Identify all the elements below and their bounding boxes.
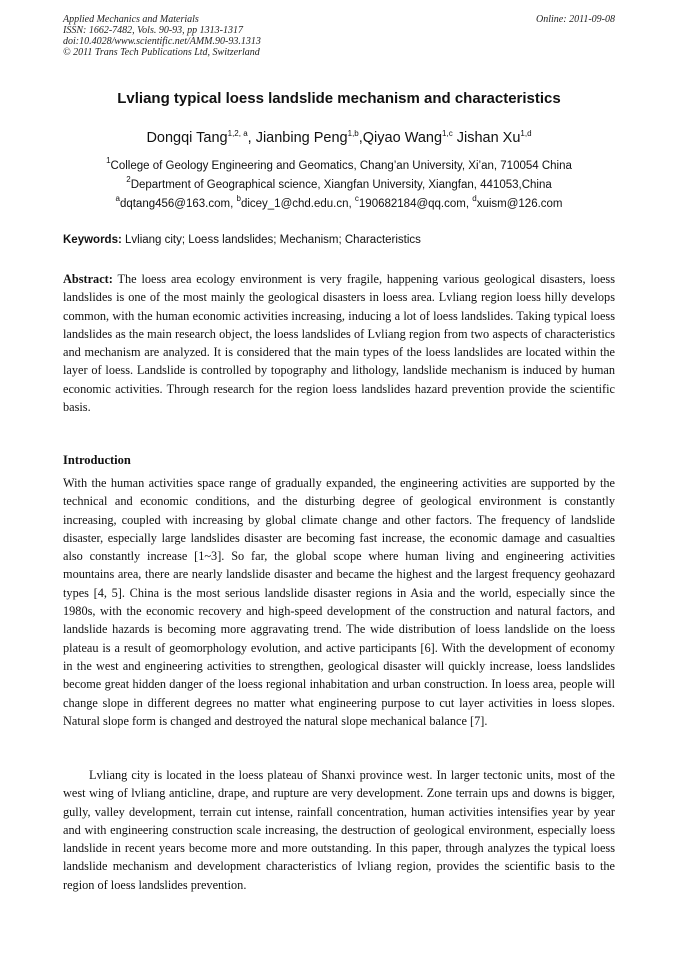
- doi-line[interactable]: doi:10.4028/www.scientific.net/AMM.90-93.1313: [63, 36, 261, 47]
- journal-name: Applied Mechanics and Materials: [63, 14, 199, 25]
- email-sep: ,: [348, 198, 355, 210]
- author-name: Dongqi Tang: [146, 130, 228, 146]
- section-heading-introduction: Introduction: [63, 453, 131, 467]
- affiliation-text: College of Geology Engineering and Geomatics, Chang’an University, Xi’an, 710054 China: [110, 160, 572, 172]
- online-date: Online: 2011-09-08: [536, 14, 615, 25]
- author-sup: 1,2, a: [227, 129, 248, 138]
- paper-title: Lvliang typical loess landslide mechanism and characteristics: [117, 90, 561, 107]
- author-name: Jishan Xu: [456, 130, 521, 146]
- author-sup: 1,c: [442, 129, 453, 138]
- author-list: [0, 130, 678, 146]
- email-sup: b: [236, 194, 241, 203]
- email-link[interactable]: xuism@126.com: [476, 198, 563, 210]
- author-sup: 1,b: [347, 129, 359, 138]
- affiliation-2: [0, 175, 678, 191]
- copyright-line: © 2011 Trans Tech Publications Ltd, Switzerland: [63, 47, 260, 58]
- intro-paragraph-2: Lvliang city is located in the loess plateau of Shanxi province west. In larger tectonic units, most of the west wing of lvliang anticline, drape, and rupture are very development. Zone terrain ups and downs is bigger, gully, valley development, terrain cut intense, rainfall concentration, human activities intensifies year by year and with engineering construction scale increasing, the destruction of geological environment, especially loess landslide in recent years become more and more outstanding. In this paper, through analyzes the typical loess landslide mechanism and development characteristics of lvliang region, provides the scientific basis to the region of loess landslides prevention.: [63, 768, 615, 892]
- keywords-text: Lvliang city; Loess landslides; Mechanism; Characteristics: [121, 234, 421, 246]
- author-sep: ,: [358, 130, 363, 146]
- author-sup: 1,d: [520, 129, 532, 138]
- affiliation-sup: 1: [106, 156, 111, 165]
- abstract: [63, 270, 615, 416]
- journal-header: [63, 14, 615, 58]
- issn-line: ISSN: 1662-7482, Vols. 90-93, pp 1313-1317: [63, 25, 243, 36]
- email-sep: ,: [465, 198, 473, 210]
- email-link[interactable]: dicey_1@chd.edu.cn: [240, 198, 349, 210]
- author-sep: ,: [247, 130, 256, 146]
- email-sup: a: [115, 194, 120, 203]
- email-sup: c: [354, 194, 359, 203]
- affiliation-sup: 2: [126, 175, 131, 184]
- abstract-text: The loess area ecology environment is very fragile, happening various geological disasters, loess landslides is one of the most mainly the geological disasters in loess area. Lvliang region loess hilly develops common, with the human economic activities increasing, inducing a lot of loess landslides. Taking typical loess landslides as the main research object, the loess landslides of Lvliang region from two aspects of characteristics and mechanism are analyzed. It is considered that the main types of the loess landslides are located within the layer of loess. Landslide is controlled by topography and lithology, landslide mechanism is induced by human economic activities. Through research for the region loess landslides hazard prevention provide the scientific basis.: [63, 272, 615, 415]
- email-list: [0, 194, 678, 210]
- affiliation-text: Department of Geographical science, Xiangfan University, Xiangfan, 441053,China: [130, 179, 552, 191]
- keywords: [63, 234, 623, 246]
- author-name: Qiyao Wang: [362, 130, 443, 146]
- email-sep: ,: [230, 198, 237, 210]
- affiliation-1: [0, 156, 678, 172]
- author-name: Jianbing Peng: [255, 130, 348, 146]
- email-sup: d: [472, 194, 477, 203]
- abstract-label: Abstract:: [63, 272, 113, 286]
- intro-paragraph-1: With the human activities space range of gradually expanded, the engineering activities are supported by the technical and economic conditions, and the disturbing degree of geological environment is constantly increasing, coupled with increasing by global climate change and other factors. The frequency of landslide disaster, especially large landslides disaster are becoming fast increase, the economic damage and casualties also constantly increase [1~3]. So far, the global scope where human living and engineering activities mountains area, there are nearly landslide disaster and became the highest and the largest frequency geohazard types [4, 5]. China is the most serious landslide disaster regions in Asia and the world, especially since the 1980s, with the economic recovery and high-speed development of the construction and natural factors, and landslide hazards is becoming more aggravating trend. The wide distribution of loess landslide on the loess plateau is a result of geomorphology evolution, and active participants [6]. With the development of economy in the west and engineering activities to strengthen, geological disaster will quickly increase, loess landslides become great hidden danger of the loess regional inhabitation and urban construction. In loess area, people will change slope in different degrees no matter what engineering purpose to cut layer activities in loess slopes. Natural slope form is changed and destroyed the natural slope mechanical balance [7].: [63, 476, 615, 728]
- keywords-label: Keywords:: [63, 234, 122, 246]
- email-link[interactable]: 190682184@qq.com: [358, 198, 466, 210]
- email-link[interactable]: dqtang456@163.com: [119, 198, 231, 210]
